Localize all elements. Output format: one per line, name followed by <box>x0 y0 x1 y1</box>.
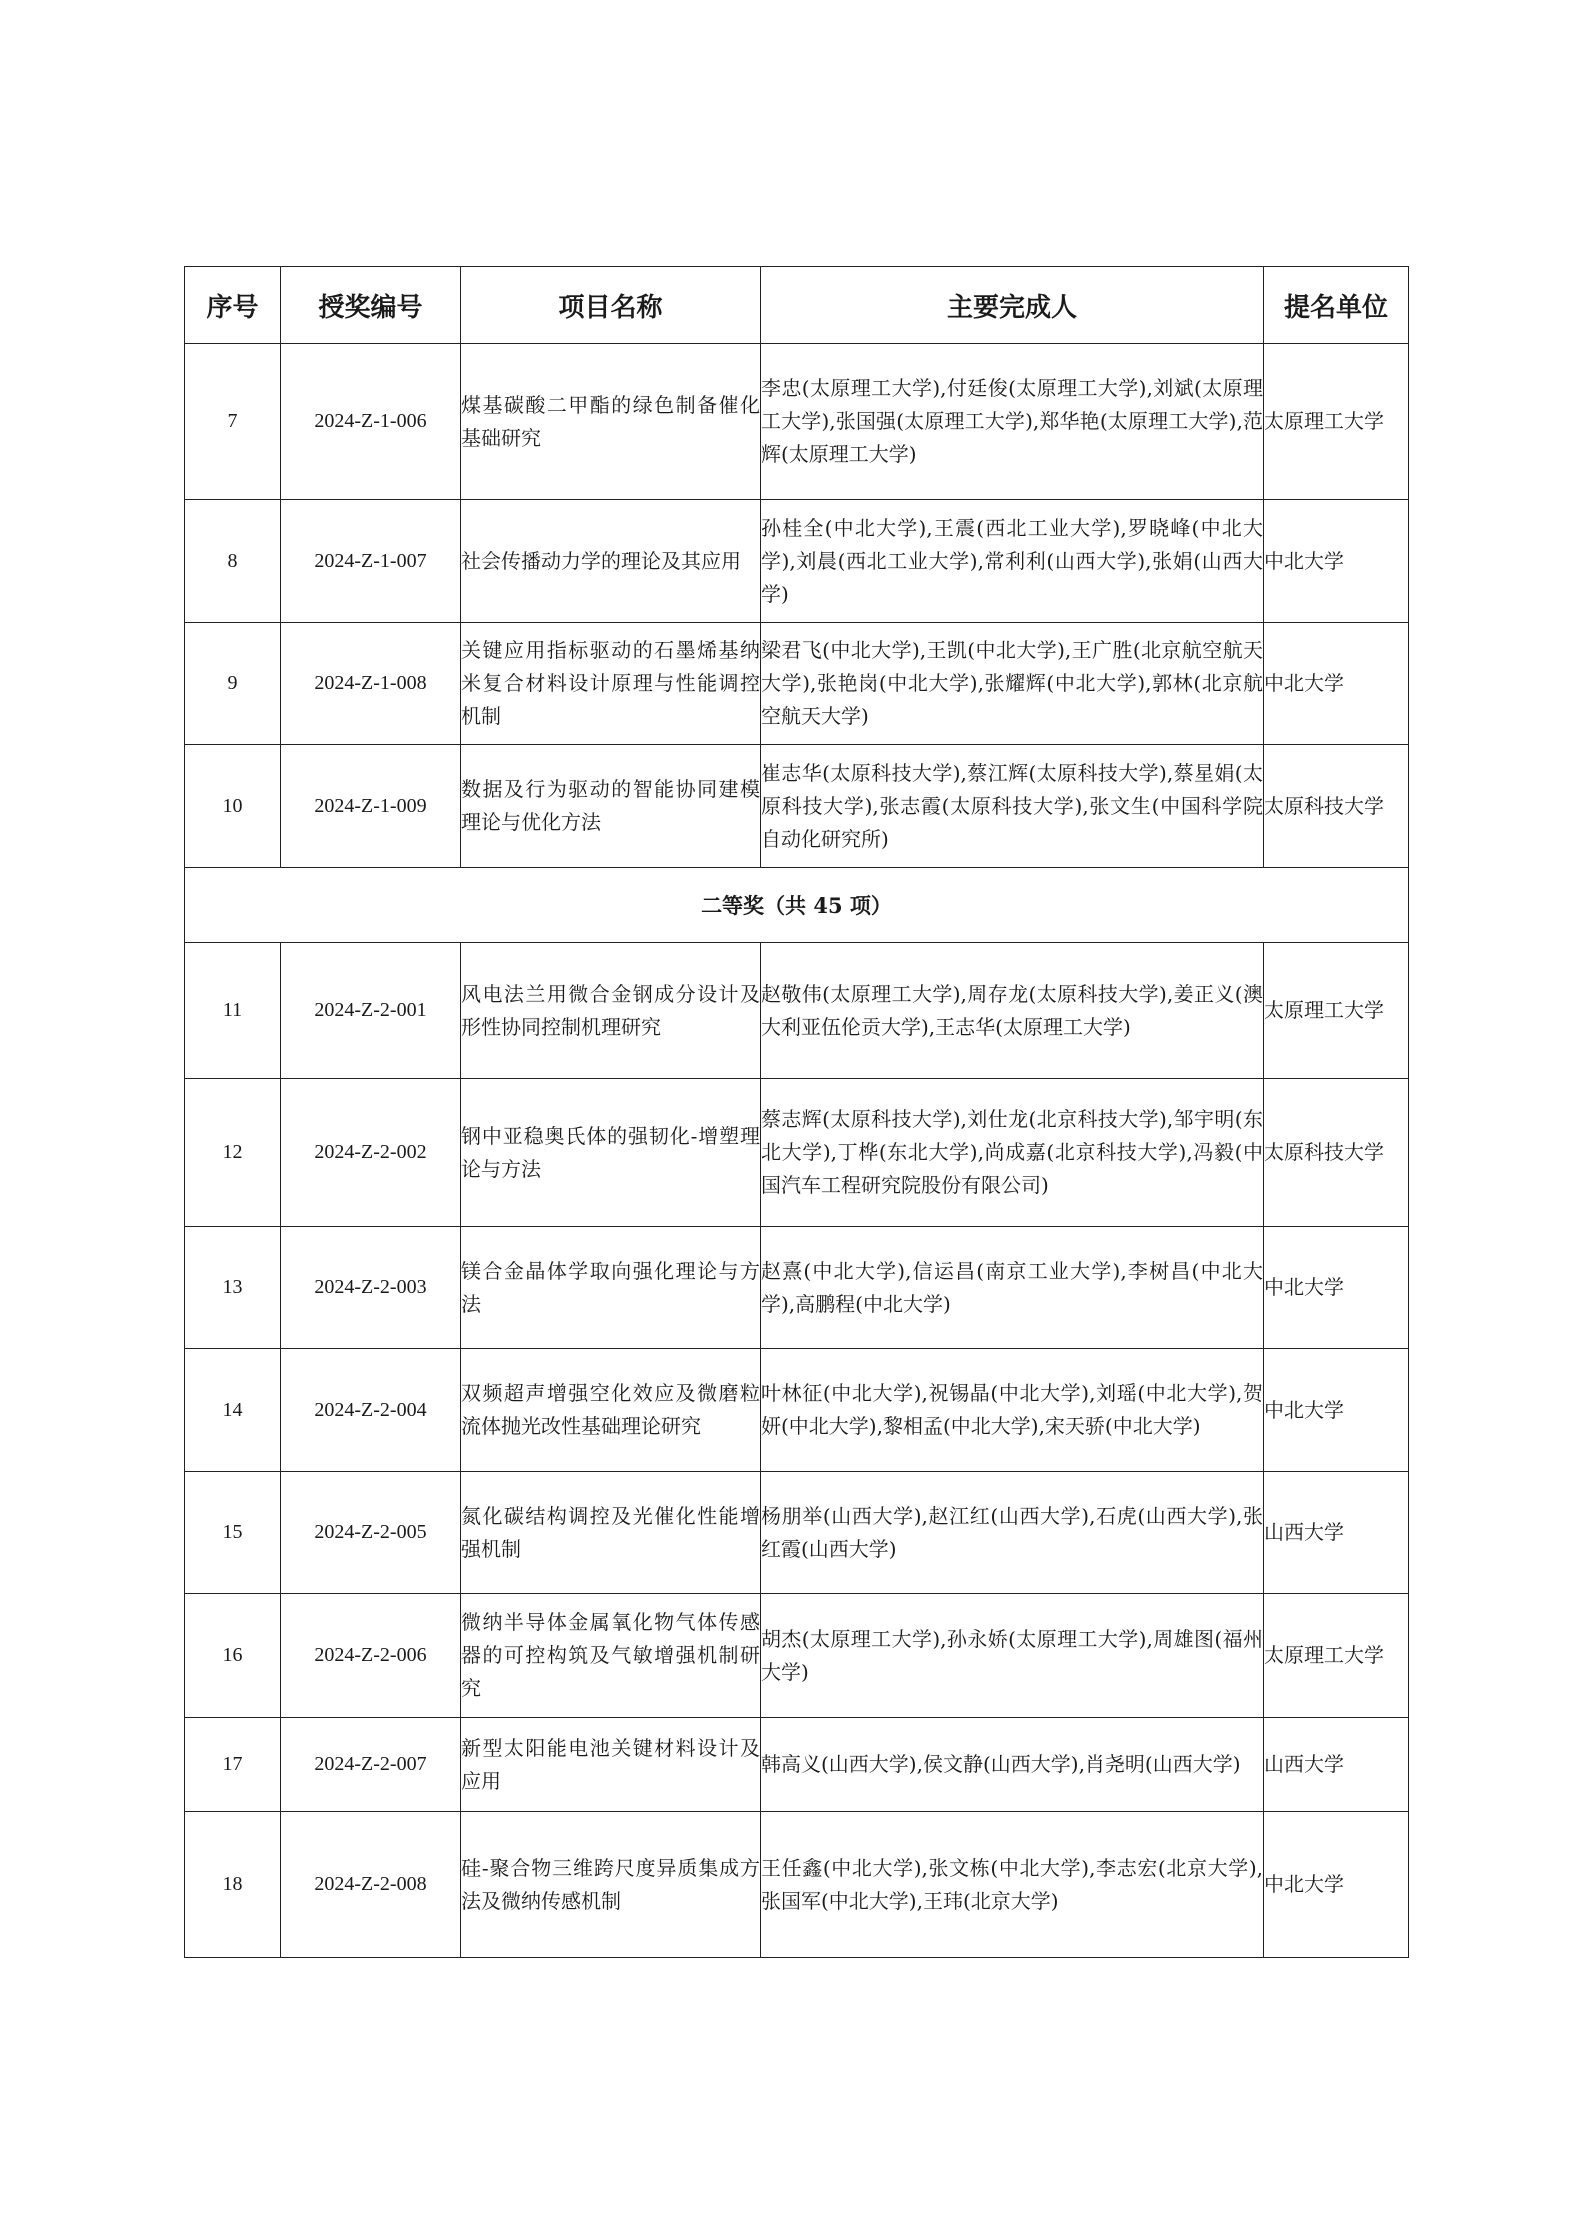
cell-people: 蔡志辉(太原科技大学),刘仕龙(北京科技大学),邹宇明(东北大学),丁桦(东北大学),尚成嘉(北京科技大学),冯毅(中国汽车工程研究院股份有限公司) <box>761 1079 1264 1227</box>
cell-seq: 10 <box>185 745 281 868</box>
cell-name: 微纳半导体金属氧化物气体传感器的可控构筑及气敏增强机制研究 <box>461 1594 761 1718</box>
cell-code: 2024-Z-2-001 <box>281 943 461 1079</box>
cell-seq: 17 <box>185 1718 281 1812</box>
cell-people: 赵熹(中北大学),信运昌(南京工业大学),李树昌(中北大学),高鹏程(中北大学) <box>761 1227 1264 1349</box>
cell-name: 关键应用指标驱动的石墨烯基纳米复合材料设计原理与性能调控机制 <box>461 623 761 745</box>
header-people: 主要完成人 <box>761 267 1264 344</box>
header-code: 授奖编号 <box>281 267 461 344</box>
cell-unit: 太原理工大学 <box>1264 1594 1409 1718</box>
cell-seq: 13 <box>185 1227 281 1349</box>
cell-unit: 太原科技大学 <box>1264 745 1409 868</box>
cell-people: 杨朋举(山西大学),赵江红(山西大学),石虎(山西大学),张红霞(山西大学) <box>761 1472 1264 1594</box>
cell-code: 2024-Z-2-008 <box>281 1812 461 1958</box>
cell-unit: 中北大学 <box>1264 1812 1409 1958</box>
cell-name: 镁合金晶体学取向强化理论与方法 <box>461 1227 761 1349</box>
table-row <box>185 1718 1409 1812</box>
cell-people: 赵敬伟(太原理工大学),周存龙(太原科技大学),姜正义(澳大利亚伍伦贡大学),王志华(太原理工大学) <box>761 943 1264 1079</box>
cell-people: 叶林征(中北大学),祝锡晶(中北大学),刘瑶(中北大学),贺妍(中北大学),黎相孟(中北大学),宋天骄(中北大学) <box>761 1349 1264 1472</box>
cell-code: 2024-Z-2-004 <box>281 1349 461 1472</box>
table-row <box>185 1079 1409 1227</box>
table-row <box>185 1227 1409 1349</box>
header-unit: 提名单位 <box>1264 267 1409 344</box>
table-row <box>185 1472 1409 1594</box>
cell-name: 煤基碳酸二甲酯的绿色制备催化基础研究 <box>461 344 761 500</box>
table-row <box>185 1812 1409 1958</box>
cell-unit: 山西大学 <box>1264 1472 1409 1594</box>
cell-name: 钢中亚稳奥氏体的强韧化-增塑理论与方法 <box>461 1079 761 1227</box>
cell-code: 2024-Z-2-003 <box>281 1227 461 1349</box>
section-label: 二等奖（共 45 项） <box>185 868 1409 943</box>
cell-code: 2024-Z-2-006 <box>281 1594 461 1718</box>
cell-code: 2024-Z-1-009 <box>281 745 461 868</box>
cell-unit: 中北大学 <box>1264 1227 1409 1349</box>
cell-code: 2024-Z-1-006 <box>281 344 461 500</box>
cell-code: 2024-Z-2-002 <box>281 1079 461 1227</box>
cell-name: 硅-聚合物三维跨尺度异质集成方法及微纳传感机制 <box>461 1812 761 1958</box>
cell-seq: 18 <box>185 1812 281 1958</box>
cell-code: 2024-Z-1-008 <box>281 623 461 745</box>
cell-seq: 9 <box>185 623 281 745</box>
cell-name: 社会传播动力学的理论及其应用 <box>461 500 761 623</box>
cell-code: 2024-Z-2-005 <box>281 1472 461 1594</box>
section-row <box>185 868 1409 943</box>
cell-people: 李忠(太原理工大学),付廷俊(太原理工大学),刘斌(太原理工大学),张国强(太原理工大学),郑华艳(太原理工大学),范辉(太原理工大学) <box>761 344 1264 500</box>
cell-name: 新型太阳能电池关键材料设计及应用 <box>461 1718 761 1812</box>
cell-unit: 太原科技大学 <box>1264 1079 1409 1227</box>
cell-people: 崔志华(太原科技大学),蔡江辉(太原科技大学),蔡星娟(太原科技大学),张志霞(太原科技大学),张文生(中国科学院自动化研究所) <box>761 745 1264 868</box>
cell-name: 氮化碳结构调控及光催化性能增强机制 <box>461 1472 761 1594</box>
cell-code: 2024-Z-2-007 <box>281 1718 461 1812</box>
table-body <box>185 344 1409 1958</box>
cell-seq: 15 <box>185 1472 281 1594</box>
award-table <box>184 266 1409 1958</box>
header-seq: 序号 <box>185 267 281 344</box>
table-row <box>185 623 1409 745</box>
table-row <box>185 1594 1409 1718</box>
cell-people: 王任鑫(中北大学),张文栋(中北大学),李志宏(北京大学),张国军(中北大学),王玮(北京大学) <box>761 1812 1264 1958</box>
table-row <box>185 344 1409 500</box>
cell-people: 梁君飞(中北大学),王凯(中北大学),王广胜(北京航空航天大学),张艳岗(中北大学),张耀辉(中北大学),郭林(北京航空航天大学) <box>761 623 1264 745</box>
cell-seq: 11 <box>185 943 281 1079</box>
cell-name: 双频超声增强空化效应及微磨粒流体抛光改性基础理论研究 <box>461 1349 761 1472</box>
cell-unit: 太原理工大学 <box>1264 344 1409 500</box>
cell-people: 韩高义(山西大学),侯文静(山西大学),肖尧明(山西大学) <box>761 1718 1264 1812</box>
table-row <box>185 943 1409 1079</box>
cell-code: 2024-Z-1-007 <box>281 500 461 623</box>
cell-seq: 8 <box>185 500 281 623</box>
header-name: 项目名称 <box>461 267 761 344</box>
cell-unit: 山西大学 <box>1264 1718 1409 1812</box>
cell-unit: 中北大学 <box>1264 500 1409 623</box>
cell-seq: 14 <box>185 1349 281 1472</box>
cell-seq: 7 <box>185 344 281 500</box>
cell-name: 数据及行为驱动的智能协同建模理论与优化方法 <box>461 745 761 868</box>
cell-name: 风电法兰用微合金钢成分设计及形性协同控制机理研究 <box>461 943 761 1079</box>
cell-people: 胡杰(太原理工大学),孙永娇(太原理工大学),周雄图(福州大学) <box>761 1594 1264 1718</box>
cell-seq: 16 <box>185 1594 281 1718</box>
cell-people: 孙桂全(中北大学),王震(西北工业大学),罗晓峰(中北大学),刘晨(西北工业大学),常利利(山西大学),张娟(山西大学) <box>761 500 1264 623</box>
table-header <box>185 267 1409 344</box>
table-row <box>185 1349 1409 1472</box>
cell-unit: 中北大学 <box>1264 623 1409 745</box>
cell-unit: 太原理工大学 <box>1264 943 1409 1079</box>
cell-unit: 中北大学 <box>1264 1349 1409 1472</box>
header-row <box>185 267 1409 344</box>
table-row <box>185 500 1409 623</box>
table-row <box>185 745 1409 868</box>
cell-seq: 12 <box>185 1079 281 1227</box>
